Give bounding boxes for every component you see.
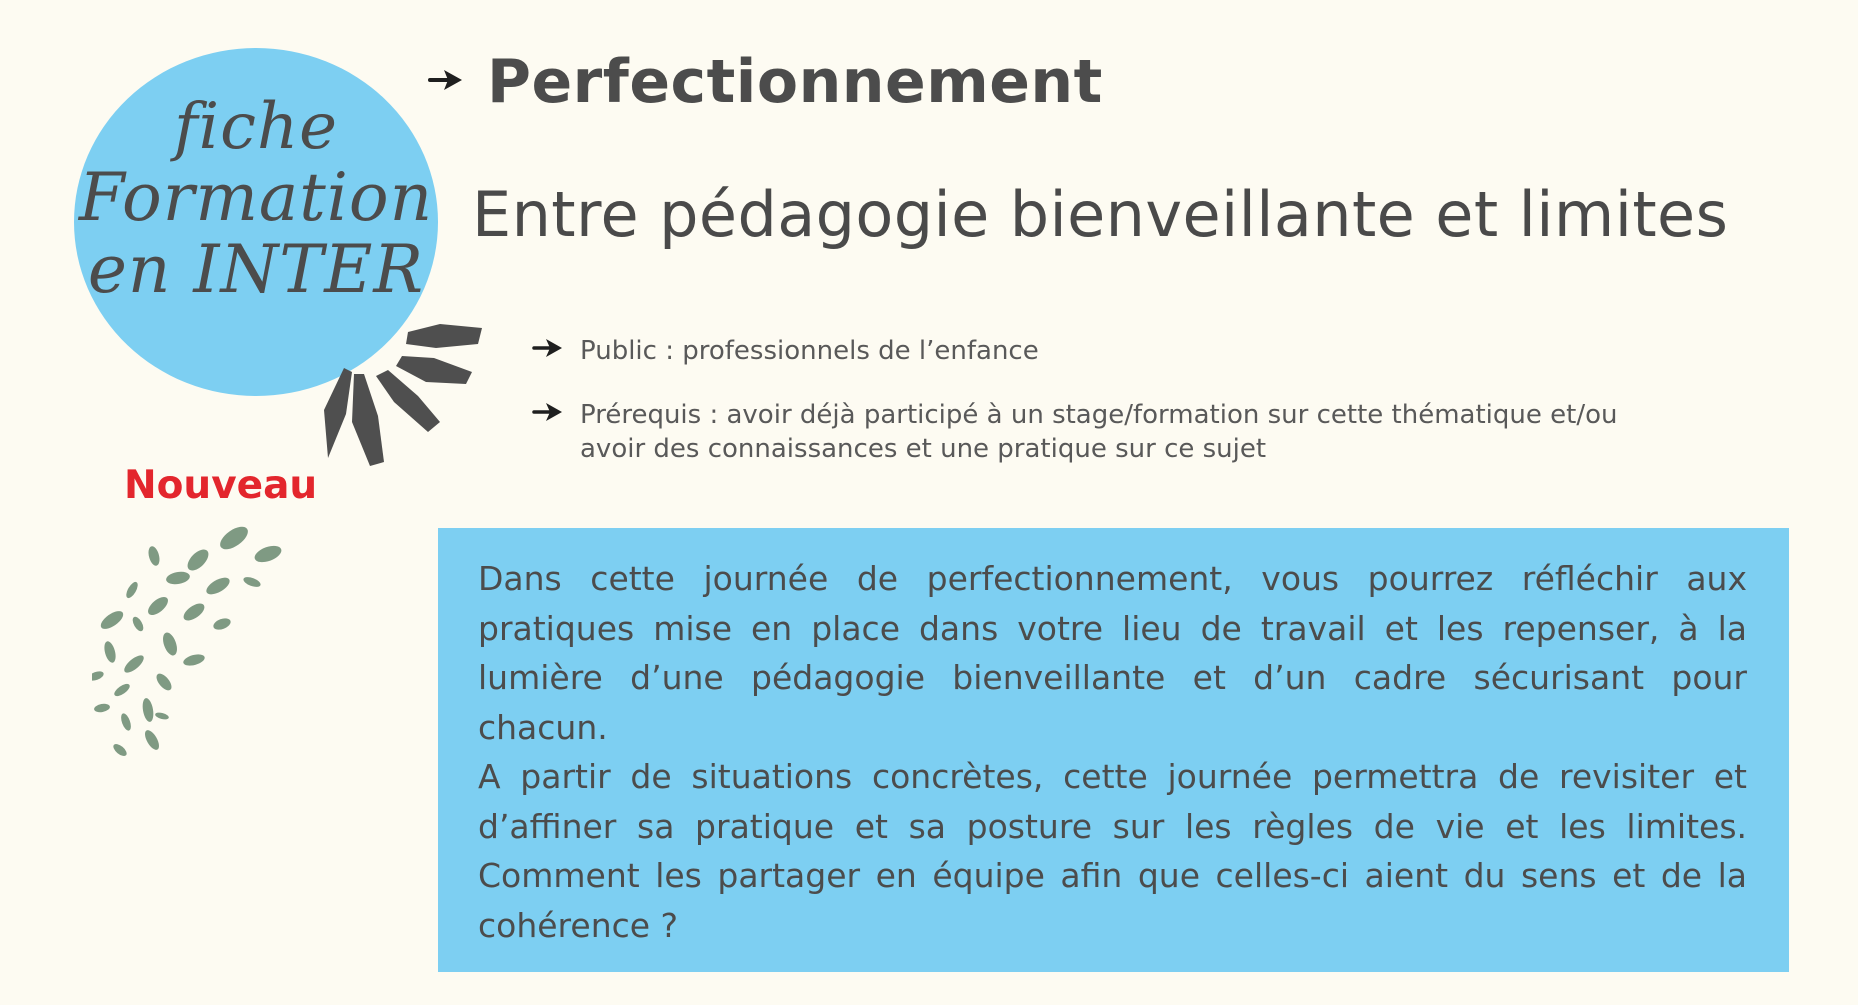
badge-line-3: en INTER	[87, 231, 425, 308]
arrow-right-icon	[532, 400, 564, 424]
badge-text	[74, 90, 438, 308]
detail-prerequis-line2: avoir des connaissances et une pratique sur ce sujet	[580, 434, 1267, 464]
description-box	[438, 528, 1789, 972]
description-paragraph-1: Dans cette journée de perfectionnement, vous pourrez réfléchir aux pratiques mise en place dans votre lieu de travail et les repenser, à la lumière d’une pédagogie bienveillante et d’un cadre sécurisant pour chacun.	[478, 559, 1747, 747]
arrow-right-icon	[428, 66, 464, 94]
detail-public-text: Public : professionnels de l’enfance	[580, 336, 1039, 366]
rays-decoration-icon	[316, 318, 496, 468]
description-paragraph-2: A partir de situations concrètes, cette journée permettra de revisiter et d’affiner sa pratique et sa posture sur les règles de vie et les limites. Comment les partager en équipe afin que celles-ci aient du sens et de la cohérence ?	[478, 757, 1747, 945]
badge-line-2: Formation	[78, 159, 434, 236]
badge-line-1: fiche	[173, 90, 339, 164]
new-label: Nouveau	[124, 463, 318, 508]
leaf-cluster-icon	[92, 520, 312, 770]
detail-public	[532, 334, 1792, 368]
detail-prerequis-line1: Prérequis : avoir déjà participé à un stage/formation sur cette thématique et/ou	[580, 400, 1618, 430]
detail-prerequis	[532, 398, 1792, 466]
page-subtitle: Entre pédagogie bienveillante et limites	[472, 178, 1729, 251]
arrow-right-icon	[532, 336, 564, 360]
page-title: Perfectionnement	[487, 47, 1103, 117]
details-list	[532, 334, 1792, 496]
